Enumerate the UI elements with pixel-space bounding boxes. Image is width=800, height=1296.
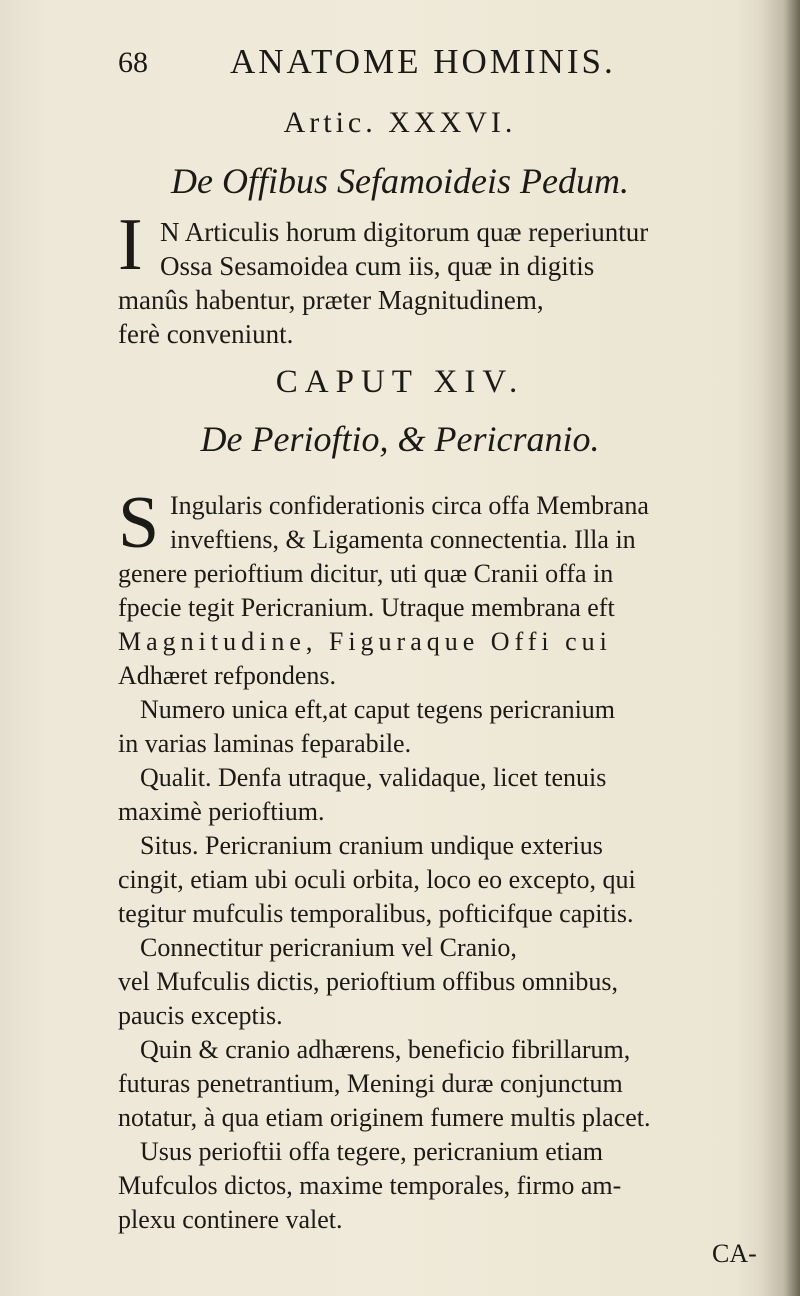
body-line-9: Qualit. Denfa utraque, validaque, licet tenuis — [140, 763, 607, 792]
body-line-20: Usus perioftii offa tegere, pericranium etiam — [140, 1137, 604, 1166]
article-line-2: Ossa Sesamoidea cum iis, quæ in digitis — [160, 251, 595, 281]
body-line-15: vel Mufculis dictis, perioftium offibus omnibus, — [118, 967, 618, 996]
body-line-12: cingit, etiam ubi oculi orbita, loco eo excepto, qui — [118, 865, 636, 894]
body-line-5: Magnitudine, Figuraque Offi cui — [118, 627, 612, 656]
body-line-14: Connectitur pericranium vel Cranio, — [140, 933, 517, 962]
body-line-18: futuras penetrantium, Meningi duræ conjunctum — [118, 1069, 623, 1098]
body-line-4: fpecie tegit Pericranium. Utraque membrana eft — [118, 593, 615, 622]
body-line-13: tegitur mufculis temporalibus, pofticifque capitis. — [118, 899, 634, 928]
body-line-19: notatur, à qua etiam originem fumere multis placet. — [118, 1103, 651, 1132]
article-heading: Artic. XXXVI. — [283, 106, 517, 139]
body-line-7: Numero unica eft,at caput tegens pericranium — [140, 695, 616, 724]
chapter-heading: CAPUT XIV. — [275, 364, 525, 400]
spine-shadow — [760, 0, 800, 1296]
body-line-3: genere perioftium dicitur, uti quæ Cranii offa in — [118, 559, 614, 588]
running-head: ANATOME HOMINIS. — [230, 42, 616, 81]
dropcap-i: I — [118, 204, 143, 286]
body-line-10: maximè perioftium. — [118, 797, 325, 826]
dropcap-s: S — [118, 482, 160, 564]
body-line-17: Quin & cranio adhærens, beneficio fibrillarum, — [140, 1035, 631, 1064]
chapter-title: De Perioftio, & Pericranio. — [200, 419, 600, 459]
article-title: De Offibus Sefamoideis Pedum. — [171, 161, 629, 201]
catchword: CA- — [712, 1239, 757, 1268]
body-line-16: paucis exceptis. — [118, 1001, 283, 1030]
body-line-8: in varias laminas feparabile. — [118, 729, 412, 758]
body-line-11: Situs. Pericranium cranium undique exterius — [140, 831, 603, 860]
page-header — [118, 42, 698, 92]
body-line-1: Ingularis confiderationis circa offa Membrana — [170, 491, 649, 520]
article-line-3: manûs habentur, præter Magnitudinem, — [118, 285, 544, 315]
page-number: 68 — [118, 46, 148, 79]
body-line-2: inveftiens, & Ligamenta connectentia. Illa in — [170, 525, 636, 554]
body-line-6: Adhæret refpondens. — [118, 661, 337, 690]
body-line-22: plexu continere valet. — [118, 1205, 343, 1234]
article-line-4: ferè conveniunt. — [118, 319, 294, 349]
article-line-1: N Articulis horum digitorum quæ reperiuntur — [160, 217, 649, 247]
body-line-21: Mufculos dictos, maxime temporales, firmo am- — [118, 1171, 622, 1200]
